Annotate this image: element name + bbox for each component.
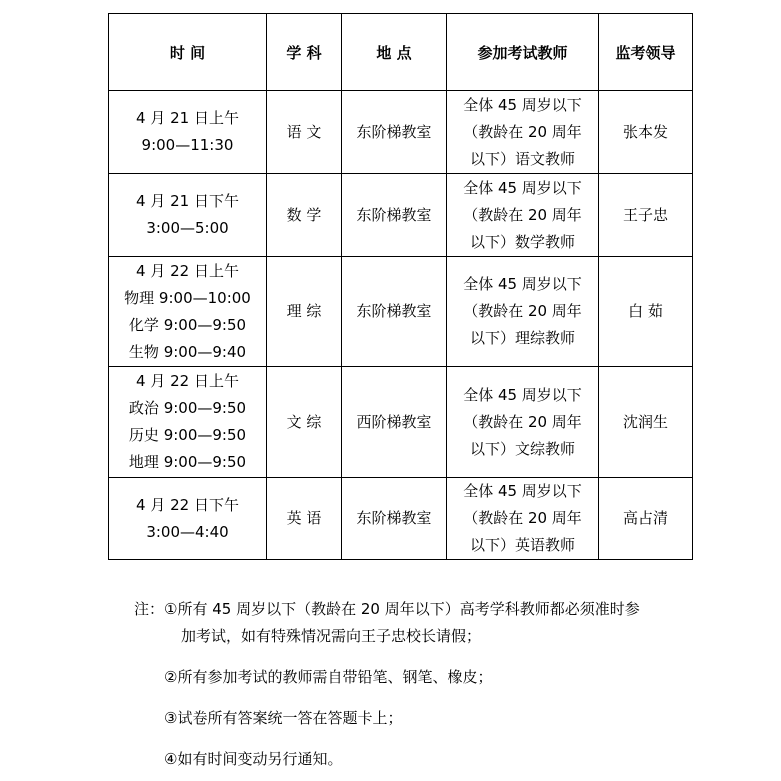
- notes-prefix: 注：: [134, 600, 165, 618]
- note-item-1: ①所有 45 周岁以下（教龄在 20 周年以下）高考学科教师都必须准时参: [164, 600, 640, 618]
- teachers-cell: [447, 174, 599, 257]
- teachers-cell: [447, 367, 599, 478]
- time-cell: [109, 478, 267, 560]
- table-row: [109, 174, 693, 257]
- time-line: 4 月 22 日上午: [136, 372, 239, 390]
- time-cell: [109, 174, 267, 257]
- header-proctor: 监考领导: [599, 14, 693, 91]
- time-line: 4 月 21 日下午: [136, 192, 239, 210]
- proctor-cell: 高占清: [599, 478, 693, 560]
- teachers-cell: [447, 91, 599, 174]
- teachers-line: 全体 45 周岁以下: [463, 95, 582, 114]
- location-cell: 东阶梯教室: [342, 91, 447, 174]
- time-line: 地理 9:00—9:50: [128, 453, 247, 471]
- note-item-2: ②所有参加考试的教师需自带铅笔、钢笔、橡皮；: [164, 668, 493, 686]
- location-cell: 东阶梯教室: [342, 478, 447, 560]
- note-item-3: ③试卷所有答案统一答在答题卡上；: [164, 709, 403, 727]
- teachers-line: 以下）理综教师: [469, 329, 575, 347]
- time-line: 生物 9:00—9:40: [128, 342, 247, 361]
- teachers-line: 全体 45 周岁以下: [463, 482, 582, 500]
- time-line: 4 月 21 日上午: [136, 109, 239, 127]
- location-cell: 东阶梯教室: [342, 257, 447, 367]
- teachers-cell: [447, 257, 599, 367]
- table-row: [109, 478, 693, 560]
- time-line: 化学 9:00—9:50: [128, 315, 247, 334]
- exam-schedule-table: [108, 13, 693, 560]
- time-line: 3:00—5:00: [146, 219, 229, 237]
- header-time: 时 间: [109, 14, 267, 91]
- teachers-line: 以下）文综教师: [469, 439, 575, 458]
- time-line: 4 月 22 日下午: [136, 495, 239, 514]
- table-row: [109, 367, 693, 478]
- teachers-cell: [447, 478, 599, 560]
- proctor-cell: 沈润生: [599, 367, 693, 478]
- time-line: 物理 9:00—10:00: [124, 288, 251, 307]
- time-line: 历史 9:00—9:50: [128, 426, 247, 444]
- teachers-line: 全体 45 周岁以下: [463, 385, 582, 404]
- teachers-line: 全体 45 周岁以下: [463, 178, 582, 197]
- time-line: 政治 9:00—9:50: [128, 399, 247, 417]
- teachers-line: （教龄在 20 周年: [463, 302, 582, 320]
- header-teachers: 参加考试教师: [447, 14, 599, 91]
- note-item-1-continued: 加考试，如有特殊情况需向王子忠校长请假；: [181, 627, 482, 645]
- time-cell: [109, 257, 267, 367]
- teachers-line: 全体 45 周岁以下: [463, 275, 582, 293]
- subject-cell: 语 文: [267, 91, 342, 174]
- subject-cell: 文 综: [267, 367, 342, 478]
- proctor-cell: 王子忠: [599, 174, 693, 257]
- proctor-cell: 白 茹: [599, 257, 693, 367]
- table-row: [109, 257, 693, 367]
- teachers-line: （教龄在 20 周年: [463, 205, 582, 224]
- time-cell: [109, 91, 267, 174]
- time-line: 4 月 22 日上午: [136, 261, 239, 280]
- table-header-row: [109, 14, 693, 91]
- proctor-cell: 张本发: [599, 91, 693, 174]
- time-line: 9:00—11:30: [141, 136, 234, 154]
- header-location: 地 点: [342, 14, 447, 91]
- subject-cell: 理 综: [267, 257, 342, 367]
- teachers-line: 以下）语文教师: [469, 149, 575, 168]
- subject-cell: 英 语: [267, 478, 342, 560]
- note-item-4: ④如有时间变动另行通知。: [164, 750, 343, 768]
- location-cell: 西阶梯教室: [342, 367, 447, 478]
- location-cell: 东阶梯教室: [342, 174, 447, 257]
- teachers-line: （教龄在 20 周年: [463, 509, 582, 527]
- header-subject: 学 科: [267, 14, 342, 91]
- teachers-line: （教龄在 20 周年: [463, 412, 582, 431]
- table-row: [109, 91, 693, 174]
- time-cell: [109, 367, 267, 478]
- teachers-line: （教龄在 20 周年: [463, 122, 582, 141]
- teachers-line: 以下）英语教师: [469, 536, 575, 554]
- teachers-line: 以下）数学教师: [469, 232, 575, 251]
- time-line: 3:00—4:40: [146, 522, 229, 541]
- subject-cell: 数 学: [267, 174, 342, 257]
